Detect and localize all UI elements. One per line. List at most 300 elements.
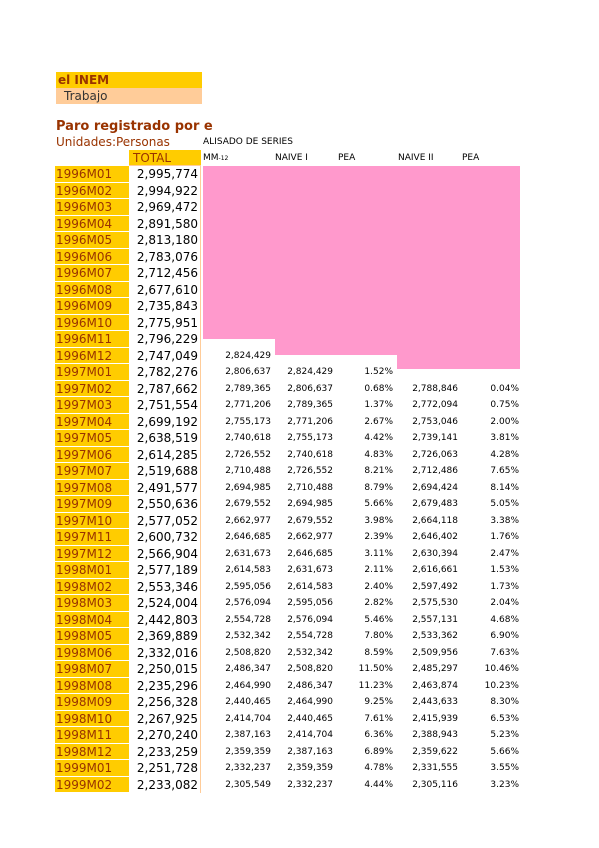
pea1-cell: 2.39%: [364, 532, 393, 542]
period-cell: 1998M02: [55, 579, 129, 596]
naive2-cell: [397, 249, 458, 266]
total-cell: 2,233,082: [129, 777, 201, 794]
period-cell: 1996M07: [55, 265, 129, 282]
pea2-cell: 3.38%: [490, 515, 519, 526]
pea1-cell: 8.21%: [364, 466, 393, 476]
pea1-cell: 2.82%: [364, 598, 393, 608]
pea2-cell: 8.14%: [490, 482, 519, 493]
period-cell: 1996M04: [55, 216, 129, 233]
period-cell: 1998M09: [55, 694, 129, 711]
pea1-cell: 1.52%: [364, 367, 393, 377]
period-cell: 1999M02: [55, 777, 129, 794]
period-cell: 1997M01: [55, 364, 129, 381]
naive2-cell: 2,630,394: [412, 548, 458, 559]
naive2-cell: [397, 282, 458, 299]
mm-cell: 2,464,990: [225, 680, 271, 691]
pea2-cell: 1.76%: [490, 532, 519, 542]
pea1-cell: [333, 166, 393, 183]
naive2-cell: 2,616,661: [412, 565, 458, 575]
table-row: [0, 216, 599, 233]
mm-cell: [203, 166, 273, 183]
pea1-cell: 9.25%: [364, 697, 393, 707]
naive1-cell: 2,614,583: [287, 581, 333, 592]
period-cell: 1997M10: [55, 513, 129, 530]
total-cell: 2,332,016: [129, 645, 201, 662]
naive1-cell: 2,710,488: [287, 482, 333, 493]
period-cell: 1998M05: [55, 628, 129, 645]
total-cell: 2,577,189: [129, 562, 201, 579]
pea1-cell: 2.11%: [364, 565, 393, 575]
period-cell: 1998M06: [55, 645, 129, 662]
pea2-cell: 3.55%: [490, 763, 519, 773]
table-row: [0, 381, 599, 398]
naive1-cell: 2,414,704: [287, 730, 333, 740]
pea1-cell: 1.37%: [364, 400, 393, 410]
period-cell: 1996M12: [55, 348, 129, 365]
naive2-cell: [397, 265, 458, 282]
pea2-cell: 4.28%: [490, 449, 519, 460]
period-cell: 1997M06: [55, 447, 129, 464]
naive2-cell: [397, 348, 458, 365]
mm-cell: [203, 315, 273, 332]
table-row: [0, 364, 599, 381]
pea2-cell: 1.53%: [490, 565, 519, 575]
table-row: [0, 447, 599, 464]
total-cell: 2,747,049: [129, 348, 201, 365]
table-row: [0, 612, 599, 629]
naive1-cell: 2,755,173: [287, 433, 333, 443]
pea1-cell: [333, 298, 393, 315]
naive1-cell: 2,440,465: [287, 713, 333, 724]
period-cell: 1996M10: [55, 315, 129, 332]
mm-cell: 2,710,488: [225, 466, 271, 476]
period-cell: 1998M08: [55, 678, 129, 695]
pea1-cell: 4.78%: [364, 763, 393, 773]
pea1-cell: [333, 315, 393, 332]
pea2-cell: [458, 199, 519, 216]
pea1-cell: 6.89%: [364, 746, 393, 757]
table-row: [0, 529, 599, 546]
table-row: [0, 265, 599, 282]
naive1-cell: 2,532,342: [287, 647, 333, 658]
period-cell: 1996M05: [55, 232, 129, 249]
period-cell: 1997M02: [55, 381, 129, 398]
naive2-cell: 2,679,483: [412, 499, 458, 509]
pea2-cell: 0.75%: [490, 400, 519, 410]
period-cell: 1997M04: [55, 414, 129, 431]
table-row: [0, 513, 599, 530]
pea2-cell: 10.23%: [484, 680, 519, 691]
pea1-cell: 2.40%: [364, 581, 393, 592]
naive1-cell: [275, 348, 333, 365]
naive1-cell: 2,631,673: [287, 565, 333, 575]
pea2-cell: [458, 348, 519, 365]
table-row: [0, 480, 599, 497]
naive1-cell: 2,694,985: [287, 499, 333, 509]
mm-cell: [203, 249, 273, 266]
pea1-cell: 8.59%: [364, 647, 393, 658]
naive1-cell: [275, 298, 333, 315]
period-cell: 1997M07: [55, 463, 129, 480]
table-row: [0, 397, 599, 414]
pea1-cell: 11.23%: [358, 680, 393, 691]
table-row: [0, 562, 599, 579]
naive1-cell: [275, 331, 333, 348]
total-cell: 2,577,052: [129, 513, 201, 530]
mm-cell: 2,740,618: [225, 433, 271, 443]
page-title: Paro registrado por e: [56, 119, 213, 134]
naive2-cell: 2,305,116: [412, 779, 458, 790]
mm-cell: [203, 331, 273, 348]
pea1-cell: 4.42%: [364, 433, 393, 443]
pea2-cell: 5.23%: [490, 730, 519, 740]
table-row: [0, 331, 599, 348]
mm-cell: 2,679,552: [225, 499, 271, 509]
section-label-alisado: ALISADO DE SERIES: [203, 137, 293, 147]
total-cell: 2,699,192: [129, 414, 201, 431]
pea2-cell: 1.73%: [490, 581, 519, 592]
pea1-cell: [333, 249, 393, 266]
total-cell: 2,614,285: [129, 447, 201, 464]
pea2-cell: 3.81%: [490, 433, 519, 443]
total-cell: 2,813,180: [129, 232, 201, 249]
naive1-cell: 2,359,359: [287, 763, 333, 773]
naive2-cell: [397, 298, 458, 315]
period-cell: 1998M04: [55, 612, 129, 629]
mm-cell: 2,305,549: [225, 779, 271, 790]
total-cell: 2,969,472: [129, 199, 201, 216]
table-row: [0, 496, 599, 513]
naive2-cell: 2,533,362: [412, 631, 458, 641]
table-row: [0, 661, 599, 678]
pea2-cell: [458, 249, 519, 266]
column-header-mm: [203, 153, 228, 164]
pea2-cell: [458, 331, 519, 348]
mm-cell: 2,576,094: [225, 598, 271, 608]
naive1-cell: [275, 216, 333, 233]
pea2-cell: 2.47%: [490, 548, 519, 559]
naive2-cell: 2,772,094: [412, 400, 458, 410]
table-row: [0, 199, 599, 216]
period-cell: 1998M01: [55, 562, 129, 579]
naive2-cell: [397, 183, 458, 200]
naive1-cell: 2,789,365: [287, 400, 333, 410]
pea1-cell: 6.36%: [364, 730, 393, 740]
period-cell: 1996M01: [55, 166, 129, 183]
mm-cell: 2,694,985: [225, 482, 271, 493]
period-cell: 1999M01: [55, 760, 129, 777]
pea1-cell: 3.98%: [364, 515, 393, 526]
period-cell: 1998M07: [55, 661, 129, 678]
units-label: Unidades:Personas: [56, 135, 170, 149]
table-row: [0, 744, 599, 761]
naive2-cell: 2,443,633: [412, 697, 458, 707]
mm-cell: [203, 183, 273, 200]
column-header-total: TOTAL: [129, 150, 201, 166]
naive2-cell: [397, 331, 458, 348]
table-row: [0, 166, 599, 183]
period-cell: 1997M05: [55, 430, 129, 447]
naive1-cell: [275, 183, 333, 200]
period-cell: 1997M08: [55, 480, 129, 497]
pea1-cell: 11.50%: [358, 664, 393, 674]
naive2-cell: 2,694,424: [412, 482, 458, 493]
pea2-cell: [458, 216, 519, 233]
mm-cell: [203, 199, 273, 216]
naive1-cell: 2,740,618: [287, 449, 333, 460]
total-cell: 2,233,259: [129, 744, 201, 761]
pea2-cell: [458, 315, 519, 332]
period-cell: 1996M09: [55, 298, 129, 315]
mm-cell: [203, 216, 273, 233]
pea1-cell: 2.67%: [364, 416, 393, 427]
naive2-cell: 2,485,297: [412, 664, 458, 674]
total-cell: 2,251,728: [129, 760, 201, 777]
table-row: [0, 711, 599, 728]
table-row: [0, 249, 599, 266]
period-cell: 1997M12: [55, 546, 129, 563]
naive1-cell: [275, 249, 333, 266]
table-row: [0, 315, 599, 332]
pea1-cell: [333, 265, 393, 282]
naive1-cell: 2,508,820: [287, 664, 333, 674]
total-cell: 2,519,688: [129, 463, 201, 480]
table-row: [0, 414, 599, 431]
total-cell: 2,796,229: [129, 331, 201, 348]
pea2-cell: 8.30%: [490, 697, 519, 707]
pea2-cell: [458, 265, 519, 282]
naive1-cell: 2,726,552: [287, 466, 333, 476]
mm-cell: 2,726,552: [225, 449, 271, 460]
period-cell: 1997M03: [55, 397, 129, 414]
column-header-pea1: PEA: [338, 153, 356, 163]
mm-cell: [203, 265, 273, 282]
mm-cell: 2,662,977: [225, 515, 271, 526]
total-cell: 2,524,004: [129, 595, 201, 612]
naive1-cell: 2,646,685: [287, 548, 333, 559]
pea1-cell: 0.68%: [364, 383, 393, 394]
column-header-pea2: PEA: [462, 153, 480, 163]
naive2-cell: 2,753,046: [412, 416, 458, 427]
column-header-mm-subscript: -12: [218, 155, 229, 162]
pea2-cell: [458, 166, 519, 183]
total-cell: 2,775,951: [129, 315, 201, 332]
table-row: [0, 463, 599, 480]
naive1-cell: [275, 282, 333, 299]
naive2-cell: 2,597,492: [412, 581, 458, 592]
total-cell: 2,787,662: [129, 381, 201, 398]
mm-cell: [203, 232, 273, 249]
total-cell: 2,638,519: [129, 430, 201, 447]
pea2-cell: [458, 364, 519, 381]
naive1-cell: [275, 265, 333, 282]
pea2-cell: [458, 232, 519, 249]
naive1-cell: 2,387,163: [287, 746, 333, 757]
pea1-cell: 8.79%: [364, 482, 393, 493]
naive2-cell: [397, 232, 458, 249]
naive1-cell: 2,806,637: [287, 383, 333, 394]
pea1-cell: 5.66%: [364, 499, 393, 509]
table-row: [0, 348, 599, 365]
period-cell: 1998M11: [55, 727, 129, 744]
naive1-cell: 2,576,094: [287, 614, 333, 625]
mm-cell: 2,486,347: [225, 664, 271, 674]
column-header-naive2: NAIVE II: [398, 153, 434, 163]
pea1-cell: [333, 183, 393, 200]
naive1-cell: 2,332,237: [287, 779, 333, 790]
total-cell: 2,270,240: [129, 727, 201, 744]
table-row: [0, 430, 599, 447]
naive2-cell: 2,509,956: [412, 647, 458, 658]
naive2-cell: 2,463,874: [412, 680, 458, 691]
pea2-cell: 4.68%: [490, 614, 519, 625]
mm-cell: 2,771,206: [225, 400, 271, 410]
naive1-cell: [275, 315, 333, 332]
naive2-cell: 2,359,622: [412, 746, 458, 757]
pea2-cell: [458, 183, 519, 200]
total-cell: 2,369,889: [129, 628, 201, 645]
pea2-cell: 7.63%: [490, 647, 519, 658]
total-cell: 2,782,276: [129, 364, 201, 381]
pea2-cell: [458, 298, 519, 315]
pea1-cell: 7.80%: [364, 631, 393, 641]
table-row: [0, 628, 599, 645]
naive2-cell: [397, 199, 458, 216]
period-cell: 1998M10: [55, 711, 129, 728]
mm-cell: [203, 298, 273, 315]
pea2-cell: 7.65%: [490, 466, 519, 476]
period-cell: 1997M11: [55, 529, 129, 546]
total-cell: 2,735,843: [129, 298, 201, 315]
pea1-cell: 3.11%: [364, 548, 393, 559]
naive1-cell: 2,486,347: [287, 680, 333, 691]
pea2-cell: 0.04%: [490, 383, 519, 394]
naive2-cell: 2,575,530: [412, 598, 458, 608]
naive2-cell: 2,726,063: [412, 449, 458, 460]
pea1-cell: 4.83%: [364, 449, 393, 460]
naive2-cell: 2,788,846: [412, 383, 458, 394]
mm-cell: 2,532,342: [225, 631, 271, 641]
table-row: [0, 232, 599, 249]
naive2-cell: 2,712,486: [412, 466, 458, 476]
mm-cell: 2,824,429: [225, 350, 271, 361]
naive2-cell: 2,664,118: [412, 515, 458, 526]
mm-cell: 2,614,583: [225, 565, 271, 575]
period-cell: 1996M02: [55, 183, 129, 200]
period-cell: 1997M09: [55, 496, 129, 513]
mm-cell: 2,332,237: [225, 763, 271, 773]
total-cell: 2,256,328: [129, 694, 201, 711]
table-row: [0, 727, 599, 744]
header-band-inem: el INEM: [56, 72, 202, 88]
total-cell: 2,553,346: [129, 579, 201, 596]
naive1-cell: [275, 166, 333, 183]
table-row: [0, 282, 599, 299]
naive1-cell: [275, 232, 333, 249]
total-cell: 2,250,015: [129, 661, 201, 678]
naive2-cell: [397, 315, 458, 332]
naive2-cell: 2,557,131: [412, 614, 458, 625]
table-row: [0, 777, 599, 794]
total-cell: 2,783,076: [129, 249, 201, 266]
naive1-cell: 2,662,977: [287, 532, 333, 542]
pea2-cell: 2.04%: [490, 598, 519, 608]
pea2-cell: 5.05%: [490, 499, 519, 509]
pea1-cell: [333, 232, 393, 249]
table-row: [0, 645, 599, 662]
naive2-cell: [397, 216, 458, 233]
total-cell: 2,677,610: [129, 282, 201, 299]
naive1-cell: [275, 199, 333, 216]
period-cell: 1996M06: [55, 249, 129, 266]
mm-cell: 2,755,173: [225, 416, 271, 427]
total-cell: 2,751,554: [129, 397, 201, 414]
total-cell: 2,891,580: [129, 216, 201, 233]
pea2-cell: 5.66%: [490, 746, 519, 757]
table-row: [0, 694, 599, 711]
pea1-cell: [333, 348, 393, 365]
mm-cell: 2,646,685: [225, 532, 271, 542]
mm-cell: 2,508,820: [225, 647, 271, 658]
mm-cell: 2,631,673: [225, 548, 271, 559]
table-row: [0, 579, 599, 596]
total-cell: 2,235,296: [129, 678, 201, 695]
pea2-cell: 6.90%: [490, 631, 519, 641]
total-cell: 2,267,925: [129, 711, 201, 728]
naive2-cell: [397, 364, 458, 381]
naive1-cell: 2,464,990: [287, 697, 333, 707]
period-cell: 1998M03: [55, 595, 129, 612]
naive1-cell: 2,824,429: [287, 367, 333, 377]
table-row: [0, 298, 599, 315]
header-band-trabajo: Trabajo: [56, 88, 202, 104]
table-row: [0, 183, 599, 200]
period-cell: 1996M03: [55, 199, 129, 216]
total-cell: 2,994,922: [129, 183, 201, 200]
pea2-cell: [458, 282, 519, 299]
table-row: [0, 760, 599, 777]
naive2-cell: 2,388,943: [412, 730, 458, 740]
pea1-cell: [333, 282, 393, 299]
mm-cell: 2,359,359: [225, 746, 271, 757]
pea1-cell: [333, 199, 393, 216]
pea1-cell: 7.61%: [364, 713, 393, 724]
table-row: [0, 546, 599, 563]
total-cell: 2,550,636: [129, 496, 201, 513]
naive2-cell: 2,415,939: [412, 713, 458, 724]
pea1-cell: 4.44%: [364, 779, 393, 790]
period-cell: 1998M12: [55, 744, 129, 761]
table-row: [0, 678, 599, 695]
total-cell: 2,491,577: [129, 480, 201, 497]
naive2-cell: 2,331,555: [412, 763, 458, 773]
naive1-cell: 2,679,552: [287, 515, 333, 526]
naive1-cell: 2,595,056: [287, 598, 333, 608]
total-cell: 2,712,456: [129, 265, 201, 282]
naive2-cell: 2,739,141: [412, 433, 458, 443]
mm-cell: 2,806,637: [225, 367, 271, 377]
column-header-mm-label: MM: [203, 153, 219, 163]
mm-cell: 2,789,365: [225, 383, 271, 394]
mm-cell: 2,440,465: [225, 697, 271, 707]
naive1-cell: 2,771,206: [287, 416, 333, 427]
mm-cell: 2,414,704: [225, 713, 271, 724]
naive2-cell: 2,646,402: [412, 532, 458, 542]
mm-cell: 2,595,056: [225, 581, 271, 592]
period-cell: 1996M11: [55, 331, 129, 348]
pea2-cell: 3.23%: [490, 779, 519, 790]
pea1-cell: 5.46%: [364, 614, 393, 625]
